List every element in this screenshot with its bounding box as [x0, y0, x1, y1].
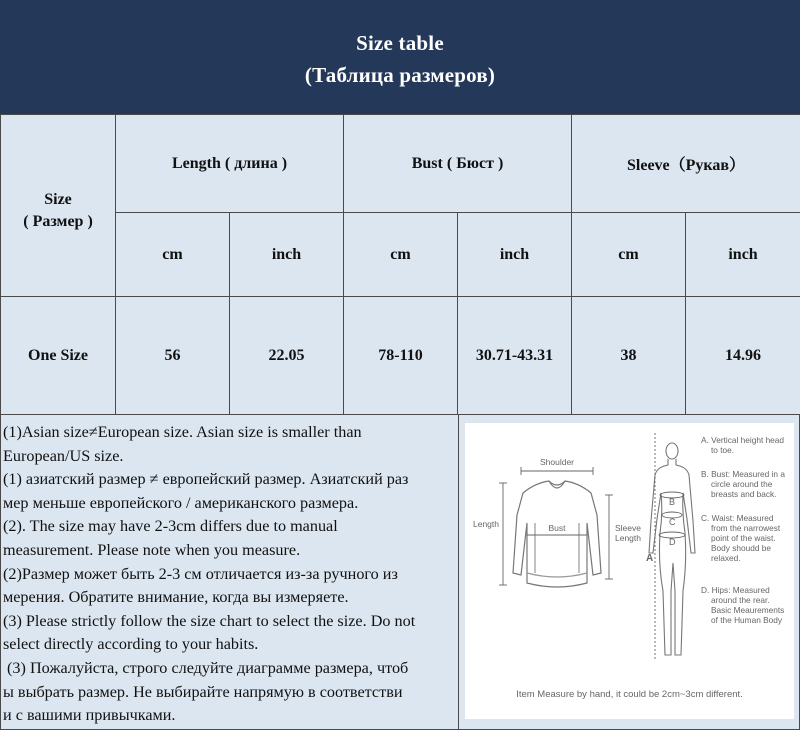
- value-cell: 56: [116, 297, 230, 415]
- note-line: European/US size.: [3, 446, 124, 465]
- marker-d: D: [669, 537, 676, 547]
- value-cell: 30.71-43.31: [458, 297, 572, 415]
- size-cell: One Size: [1, 297, 116, 415]
- value-cell: 14.96: [686, 297, 800, 415]
- legend-a-line: to toe.: [711, 445, 735, 455]
- unit-header: cm: [116, 213, 230, 297]
- measurement-caption: Item Measure by hand, it could be 2cm~3cm different.: [516, 689, 743, 700]
- measurement-diagram: [465, 423, 794, 719]
- size-column-header: [1, 115, 116, 297]
- length-group-header: Length ( длина ): [116, 115, 344, 213]
- legend-d-line: D. Hips: Measured: [701, 585, 770, 595]
- body-silhouette: [649, 443, 695, 655]
- marker-c: C: [669, 517, 676, 527]
- unit-header: inch: [458, 213, 572, 297]
- marker-a: A: [646, 553, 654, 564]
- unit-header: cm: [572, 213, 686, 297]
- note-line: (3) Пожалуйста, строго следуйте диаграмме размера, чтоб: [3, 658, 409, 677]
- note-line: select directly according to your habits.: [3, 635, 259, 654]
- note-line: (2)Размер может быть 2-3 см отличается из-за ручного из: [3, 564, 398, 583]
- legend-c-line: from the narrowest: [711, 523, 781, 533]
- sleeve-label: Length: [615, 533, 641, 543]
- legend-c-line: Body shoudd be: [711, 543, 771, 553]
- note-line: ы выбрать размер. Не выбирайте напрямую в соответстви: [3, 682, 403, 701]
- bust-label: Bust: [548, 523, 566, 533]
- shoulder-label: Shoulder: [539, 457, 575, 467]
- measurement-panel: [459, 414, 800, 730]
- table-row: [1, 297, 800, 415]
- sleeve-label: Sleeve: [615, 523, 641, 533]
- value-cell: 78-110: [344, 297, 458, 415]
- legend-d-line: around the rear.: [711, 595, 770, 605]
- size-header-ru: ( Размер ): [23, 212, 93, 230]
- note-line: (1) азиатский размер ≠ европейский размер. Азиатский раз: [3, 470, 409, 489]
- legend-c-line: point of the waist.: [711, 533, 776, 543]
- marker-b: B: [669, 497, 676, 507]
- page-title: Size table: [356, 31, 444, 55]
- legend-d-line: Basic Meaurements: [711, 605, 785, 615]
- legend-b-line: circle around the: [711, 479, 773, 489]
- legend-c-line: C. Waist: Measured: [701, 513, 774, 523]
- unit-header: inch: [686, 213, 800, 297]
- note-line: measurement. Please note when you measure.: [3, 540, 301, 559]
- sweater-sketch: [513, 481, 601, 587]
- note-line: (2). The size may have 2-3cm differs due to manual: [3, 517, 338, 536]
- legend-a-line: A. Vertical height head: [701, 435, 785, 445]
- title-banner: [0, 0, 800, 114]
- legend-b-line: B. Bust: Measured in a: [701, 469, 785, 479]
- unit-header: inch: [230, 213, 344, 297]
- legend-c-line: relaxed.: [711, 553, 741, 563]
- size-notes: [0, 414, 459, 730]
- note-line: мер меньше европейского / американского размера.: [3, 493, 359, 512]
- page-subtitle: (Таблица размеров): [304, 63, 496, 87]
- size-header-en: Size: [44, 190, 72, 208]
- note-line: и с вашими привычками.: [3, 706, 176, 725]
- sleeve-group-header: Sleeve（Рукав）: [572, 115, 800, 213]
- value-cell: 22.05: [230, 297, 344, 415]
- size-table: [0, 114, 800, 415]
- table-header-row: [1, 115, 800, 213]
- unit-header: cm: [344, 213, 458, 297]
- note-line: (1)Asian size≠European size. Asian size is smaller than: [3, 423, 362, 441]
- length-label: Length: [473, 519, 499, 529]
- table-unit-row: [1, 213, 800, 297]
- bust-group-header: Bust ( Бюст ): [344, 115, 572, 213]
- measurement-illustration: [465, 423, 794, 719]
- note-line: (3) Please strictly follow the size chart to select the size. Do not: [3, 611, 416, 630]
- value-cell: 38: [572, 297, 686, 415]
- measurement-legend: [701, 435, 785, 625]
- note-line: мерения. Обратите внимание, когда вы измеряете.: [3, 588, 349, 607]
- legend-b-line: breasts and back.: [711, 489, 777, 499]
- legend-d-line: of the Human Body: [711, 615, 783, 625]
